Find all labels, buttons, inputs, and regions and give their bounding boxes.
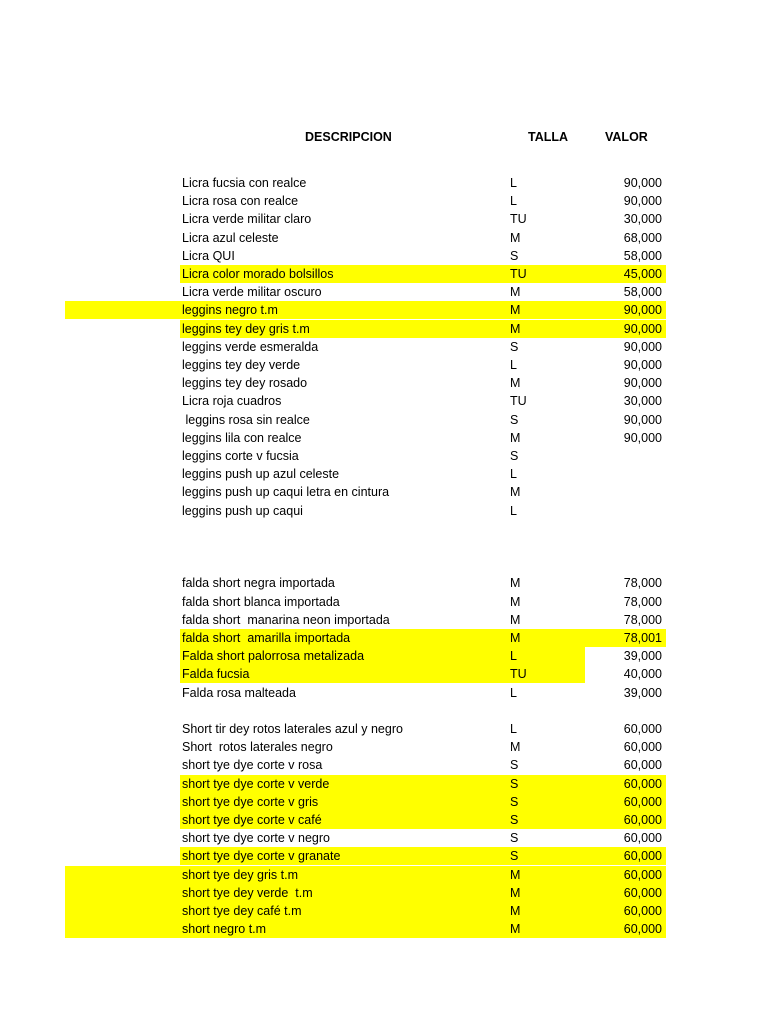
cell-valor: 78,001 xyxy=(623,631,662,645)
table-row xyxy=(0,775,768,793)
cell-talla: S xyxy=(510,449,519,463)
cell-descripcion: leggins rosa sin realce xyxy=(182,412,310,427)
cell-descripcion: leggins lila con realce xyxy=(182,430,302,445)
cell-descripcion: leggins push up caqui xyxy=(182,503,303,518)
table-row xyxy=(0,902,768,920)
table-row xyxy=(0,229,768,247)
table-row xyxy=(0,720,768,738)
cell-valor: 30,000 xyxy=(623,394,662,409)
cell-descripcion: leggins push up azul celeste xyxy=(182,467,340,482)
table-row xyxy=(0,320,768,338)
cell-talla: S xyxy=(510,776,519,791)
table-row xyxy=(0,738,768,756)
table-row xyxy=(0,684,768,702)
table-row xyxy=(0,756,768,774)
column-header-valor: VALOR xyxy=(605,130,648,144)
table-row xyxy=(0,829,768,847)
cell-valor: 90,000 xyxy=(623,194,662,209)
cell-descripcion: leggins tey dey gris t.m xyxy=(182,321,310,336)
table-row xyxy=(0,593,768,611)
cell-descripcion: Short rotos laterales negro xyxy=(182,740,333,755)
cell-descripcion: Falda rosa malteada xyxy=(182,685,296,700)
cell-descripcion: falda short negra importada xyxy=(182,576,335,591)
table-row xyxy=(0,793,768,811)
cell-valor: 60,000 xyxy=(623,831,662,846)
cell-talla: TU xyxy=(510,212,527,227)
cell-talla: M xyxy=(510,631,521,645)
cell-valor: 90,000 xyxy=(623,176,662,190)
cell-talla: M xyxy=(510,922,521,937)
cell-talla: L xyxy=(510,194,517,209)
cell-valor: 78,000 xyxy=(623,594,662,609)
cell-valor: 90,000 xyxy=(623,430,662,445)
cell-descripcion: leggins verde esmeralda xyxy=(182,339,319,354)
table-row xyxy=(0,447,768,465)
cell-valor: 90,000 xyxy=(623,339,662,354)
cell-valor: 60,000 xyxy=(623,885,662,900)
cell-valor: 58,000 xyxy=(623,285,662,300)
table-row xyxy=(0,265,768,283)
table-row xyxy=(0,629,768,647)
cell-talla: L xyxy=(510,358,517,372)
cell-valor: 68,000 xyxy=(623,230,662,245)
table-row xyxy=(0,338,768,356)
cell-talla: S xyxy=(510,758,519,773)
cell-valor: 90,000 xyxy=(623,358,662,372)
cell-valor: 39,000 xyxy=(623,685,662,700)
cell-valor: 90,000 xyxy=(623,321,662,336)
cell-talla: M xyxy=(510,376,521,391)
cell-descripcion: leggins tey dey rosado xyxy=(182,376,308,391)
cell-talla: L xyxy=(510,467,517,482)
cell-descripcion: short tye dye corte v granate xyxy=(182,849,341,864)
cell-talla: TU xyxy=(510,667,527,682)
cell-talla: S xyxy=(510,339,519,354)
cell-descripcion: Licra rosa con realce xyxy=(182,194,299,209)
cell-valor: 60,000 xyxy=(623,813,662,827)
cell-descripcion: short tye dye corte v negro xyxy=(182,831,330,846)
table-row xyxy=(0,356,768,374)
cell-valor: 90,000 xyxy=(623,412,662,427)
cell-talla: M xyxy=(510,285,521,300)
cell-talla: M xyxy=(510,867,521,882)
table-row xyxy=(0,920,768,938)
cell-valor: 60,000 xyxy=(623,867,662,882)
cell-valor: 60,000 xyxy=(623,740,662,755)
table-row xyxy=(0,647,768,665)
cell-talla: TU xyxy=(510,267,527,281)
cell-talla: S xyxy=(510,794,519,809)
cell-descripcion: Falda short palorrosa metalizada xyxy=(182,649,365,664)
cell-talla: TU xyxy=(510,394,527,409)
cell-talla: M xyxy=(510,612,521,627)
cell-descripcion: falda short blanca importada xyxy=(182,594,340,609)
table-row xyxy=(0,502,768,520)
cell-valor: 78,000 xyxy=(623,576,662,591)
table-row xyxy=(0,392,768,410)
table-row xyxy=(0,283,768,301)
cell-descripcion: Falda fucsia xyxy=(182,667,250,682)
cell-talla: S xyxy=(510,831,519,846)
cell-descripcion: falda short amarilla importada xyxy=(182,631,351,645)
table-row xyxy=(0,374,768,392)
cell-descripcion: Licra verde militar claro xyxy=(182,212,312,227)
table-row xyxy=(0,174,768,192)
cell-valor: 60,000 xyxy=(623,922,662,937)
cell-talla: M xyxy=(510,321,521,336)
cell-descripcion: Short tir dey rotos laterales azul y negro xyxy=(182,722,403,736)
row-highlight xyxy=(65,902,666,920)
cell-talla: M xyxy=(510,430,521,445)
table-row xyxy=(0,429,768,447)
cell-valor: 40,000 xyxy=(623,667,662,682)
table-row xyxy=(0,574,768,592)
table-row xyxy=(0,483,768,501)
cell-descripcion: Licra QUI xyxy=(182,248,235,263)
cell-talla: L xyxy=(510,176,517,190)
cell-descripcion: Licra fucsia con realce xyxy=(182,176,307,190)
cell-talla: L xyxy=(510,649,517,664)
cell-valor: 58,000 xyxy=(623,248,662,263)
cell-talla: M xyxy=(510,740,521,755)
cell-descripcion: leggins tey dey verde xyxy=(182,358,301,372)
cell-descripcion: short negro t.m xyxy=(182,922,267,937)
cell-valor: 60,000 xyxy=(623,849,662,864)
cell-descripcion: short tye dey gris t.m xyxy=(182,867,299,882)
cell-talla: L xyxy=(510,722,517,736)
cell-descripcion: Licra color morado bolsillos xyxy=(182,267,334,281)
table-row xyxy=(0,884,768,902)
cell-descripcion: leggins corte v fucsia xyxy=(182,449,299,463)
cell-descripcion: Licra roja cuadros xyxy=(182,394,282,409)
table-row xyxy=(0,411,768,429)
cell-descripcion: leggins push up caqui letra en cintura xyxy=(182,485,390,500)
cell-talla: S xyxy=(510,412,519,427)
row-highlight xyxy=(65,301,666,319)
cell-talla: M xyxy=(510,904,521,918)
cell-talla: M xyxy=(510,303,521,318)
cell-talla: M xyxy=(510,230,521,245)
cell-descripcion: short tye dye corte v verde xyxy=(182,776,330,791)
cell-descripcion: falda short manarina neon importada xyxy=(182,612,390,627)
row-highlight xyxy=(65,920,666,938)
cell-talla: S xyxy=(510,813,519,827)
cell-talla: M xyxy=(510,576,521,591)
cell-talla: L xyxy=(510,503,517,518)
cell-valor: 90,000 xyxy=(623,376,662,391)
cell-descripcion: short tye dey verde t.m xyxy=(182,885,313,900)
cell-valor: 60,000 xyxy=(623,758,662,773)
cell-descripcion: short tye dye corte v rosa xyxy=(182,758,323,773)
cell-talla: M xyxy=(510,485,521,500)
cell-talla: S xyxy=(510,248,519,263)
row-highlight xyxy=(65,866,666,884)
table-row xyxy=(0,210,768,228)
cell-talla: S xyxy=(510,849,519,864)
table-row xyxy=(0,247,768,265)
table-row xyxy=(0,301,768,319)
table-row xyxy=(0,665,768,683)
cell-descripcion: leggins negro t.m xyxy=(182,303,278,318)
table-row xyxy=(0,847,768,865)
cell-talla: M xyxy=(510,594,521,609)
cell-talla: L xyxy=(510,685,517,700)
cell-valor: 39,000 xyxy=(623,649,662,664)
table-row xyxy=(0,866,768,884)
cell-talla: M xyxy=(510,885,521,900)
cell-valor: 60,000 xyxy=(623,722,662,736)
cell-valor: 45,000 xyxy=(623,267,662,281)
cell-valor: 78,000 xyxy=(623,612,662,627)
cell-valor: 60,000 xyxy=(623,794,662,809)
table-row xyxy=(0,611,768,629)
cell-descripcion: Licra verde militar oscuro xyxy=(182,285,322,300)
row-highlight xyxy=(65,884,666,902)
cell-valor: 30,000 xyxy=(623,212,662,227)
table-row xyxy=(0,192,768,210)
cell-valor: 90,000 xyxy=(623,303,662,318)
table-row xyxy=(0,811,768,829)
cell-descripcion: short tye dye corte v gris xyxy=(182,794,319,809)
table-row xyxy=(0,465,768,483)
column-header-descripcion: DESCRIPCION xyxy=(305,130,392,144)
cell-descripcion: short tye dye corte v café xyxy=(182,813,322,827)
cell-descripcion: short tye dey café t.m xyxy=(182,904,302,918)
cell-descripcion: Licra azul celeste xyxy=(182,230,279,245)
column-header-talla: TALLA xyxy=(528,130,569,144)
cell-valor: 60,000 xyxy=(623,904,662,918)
cell-valor: 60,000 xyxy=(623,776,662,791)
